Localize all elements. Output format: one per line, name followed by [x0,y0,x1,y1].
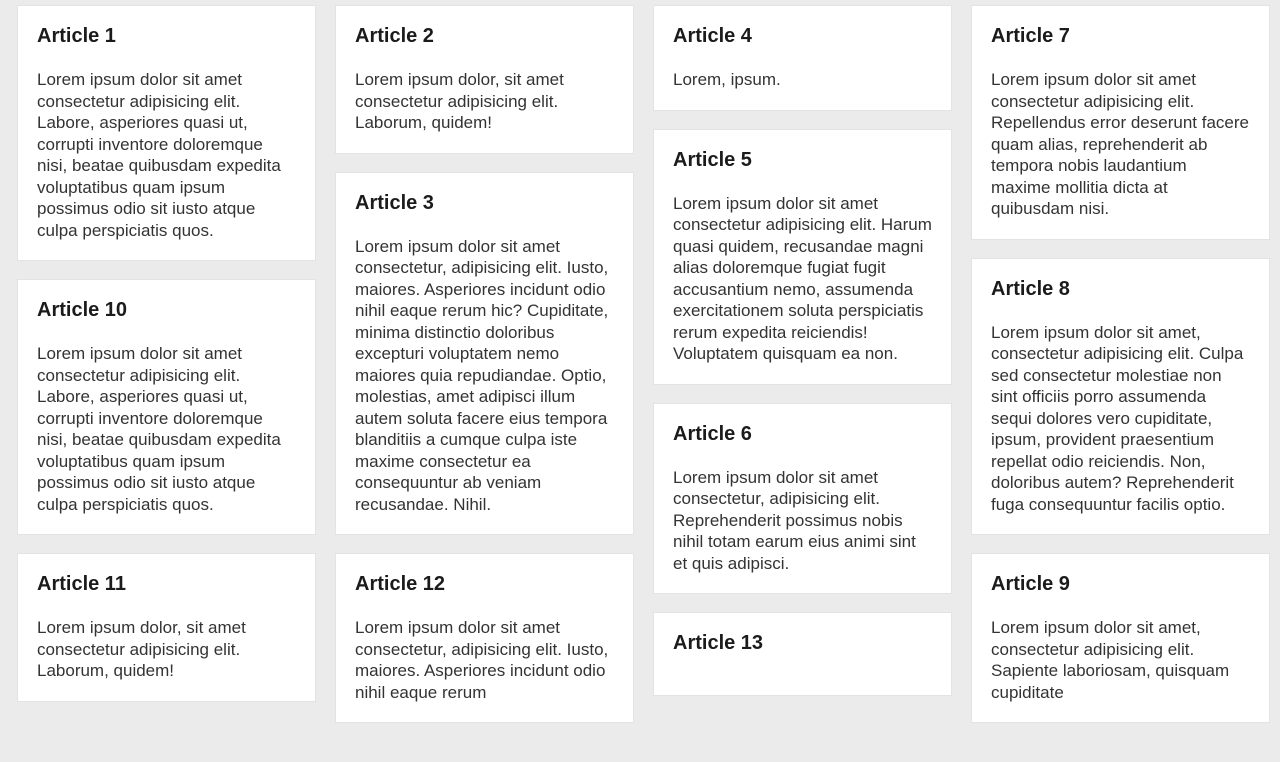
article-card [653,403,952,595]
article-card [653,5,952,111]
article-body: Lorem ipsum dolor sit amet consectetur adipisicing elit. Labore, asperiores quasi ut, corrupti inventore doloremque nisi, beatae quibusdam expedita voluptatibus quam ipsum possimus odio sit iusto atque culpa perspiciatis quos. [37,70,281,240]
column-4 [971,5,1270,741]
article-title: Article 9 [991,573,1070,595]
column-1 [17,5,316,720]
article-card [653,612,952,696]
article-card [971,553,1270,723]
column-2 [335,5,634,741]
article-body: Lorem ipsum dolor sit amet consectetur, adipisicing elit. Iusto, maiores. Asperiores incidunt odio nihil eaque rerum [355,618,609,702]
article-title: Article 7 [991,25,1070,47]
article-body: Lorem ipsum dolor sit amet consectetur adipisicing elit. Harum quasi quidem, recusandae magni alias doloremque fugiat fugit accusantium nemo, assumenda exercitationem soluta perspiciatis rerum expedita reiciendis! Voluptatem quisquam ea non. [673,193,932,363]
article-title: Article 3 [355,191,434,214]
article-card [971,258,1270,536]
article-title: Article 4 [673,25,752,47]
article-body: Lorem ipsum dolor sit amet consectetur, adipisicing elit. Iusto, maiores. Asperiores incidunt odio nihil eaque rerum hic? Cupiditate, minima distinctio doloribus excepturi voluptatem nemo maiores quia repudiandae. Optio, molestias, amet adipisci illum autem soluta facere eius tempora blanditiis a cumque culpa iste maxime consectetur ea consequuntur ab veniam recusandae. Nihil. [355,236,609,514]
article-title: Article 12 [355,573,446,595]
article-card [971,5,1270,240]
article-body: Lorem ipsum dolor, sit amet consectetur adipisicing elit. Laborum, quidem! [355,70,564,132]
article-card [335,5,634,154]
article-title: Article 11 [37,573,126,595]
article-title: Article 1 [37,25,116,47]
article-card [17,279,316,535]
article-body: Lorem ipsum dolor sit amet, consectetur adipisicing elit. Sapiente laboriosam, quisquam cupiditate [991,618,1230,702]
article-body: Lorem ipsum dolor sit amet, consectetur adipisicing elit. Culpa sed consectetur molestiae non sint officiis porro assumenda sequi dolores vero cupiditate, ipsum, provident praesentium repellat odio reiciendis. Non, doloribus autem? Reprehenderit fuga consequuntur facilis optio. [991,322,1244,514]
article-title: Article 6 [673,422,752,445]
article-body: Lorem ipsum dolor sit amet consectetur, adipisicing elit. Reprehenderit possimus nobis nihil totam earum eius animi sint et quis adipisci. [673,467,916,573]
article-body: Lorem, ipsum. [673,70,781,89]
article-body: Lorem ipsum dolor, sit amet consectetur adipisicing elit. Laborum, quidem! [37,618,246,680]
article-title: Article 2 [355,25,434,47]
article-card [17,553,316,702]
article-title: Article 5 [673,148,752,171]
column-3 [653,5,952,714]
article-title: Article 13 [673,632,764,654]
article-body: Lorem ipsum dolor sit amet consectetur adipisicing elit. Repellendus error deserunt facere quam alias, reprehenderit ab tempora nobis laudantium maxime mollitia dicta at quibusdam nisi. [991,70,1249,218]
article-card [335,553,634,723]
article-card [17,5,316,261]
article-title: Article 10 [37,299,128,321]
article-body: Lorem ipsum dolor sit amet consectetur adipisicing elit. Labore, asperiores quasi ut, corrupti inventore doloremque nisi, beatae quibusdam expedita voluptatibus quam ipsum possimus odio sit iusto atque culpa perspiciatis quos. [37,344,281,514]
article-card [335,172,634,536]
article-title: Article 8 [991,277,1070,300]
article-card [653,129,952,385]
